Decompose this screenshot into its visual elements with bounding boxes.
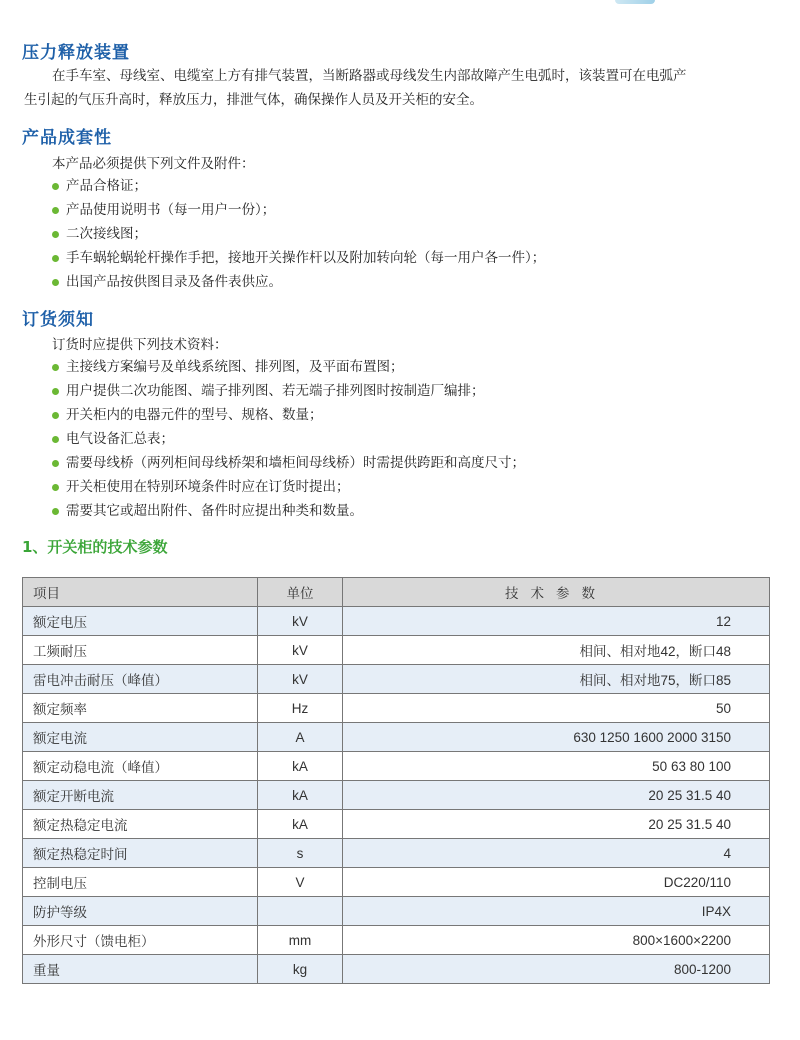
cell-unit: kV: [258, 607, 343, 636]
bullet-dot-icon: [52, 364, 59, 371]
table-row: [23, 868, 770, 897]
bullet-dot-icon: [52, 508, 59, 515]
list-item: 二次接线图；: [52, 222, 545, 246]
cell-item: 重量: [23, 955, 258, 984]
bullet-dot-icon: [52, 436, 59, 443]
table-row: [23, 665, 770, 694]
cell-value: 50 63 80 100: [343, 752, 770, 781]
list-item: 产品合格证；: [52, 174, 545, 198]
table-row: [23, 810, 770, 839]
cell-unit: kV: [258, 665, 343, 694]
table-title: 1、开关柜的技术参数: [22, 538, 168, 556]
cell-item: 控制电压: [23, 868, 258, 897]
cell-item: 额定动稳电流（峰值）: [23, 752, 258, 781]
cell-item: 额定电流: [23, 723, 258, 752]
ordering-intro: 订货时应提供下列技术资料：: [52, 337, 228, 353]
cell-value: 相间、相对地75，断口85: [343, 665, 770, 694]
cell-value: 800-1200: [343, 955, 770, 984]
list-item: 手车蜗轮蜗轮杆操作手把，接地开关操作杆以及附加转向轮（每一用户各一件）；: [52, 246, 545, 270]
bullet-dot-icon: [52, 231, 59, 238]
cell-unit: A: [258, 723, 343, 752]
bullet-dot-icon: [52, 460, 59, 467]
cell-unit: V: [258, 868, 343, 897]
list-item: 出国产品按供图目录及备件表供应。: [52, 270, 545, 294]
cell-item: 额定电压: [23, 607, 258, 636]
cell-value: 50: [343, 694, 770, 723]
section-title-pressure-release: 压力释放装置: [22, 43, 130, 63]
spec-table: [22, 577, 770, 984]
list-item: 产品使用说明书（每一用户一份）；: [52, 198, 545, 222]
cell-value: 4: [343, 839, 770, 868]
table-row: [23, 955, 770, 984]
header-unit: 单位: [258, 578, 343, 607]
table-row: [23, 723, 770, 752]
completeness-intro: 本产品必须提供下列文件及附件：: [52, 156, 255, 172]
table-row: [23, 926, 770, 955]
table-row: [23, 752, 770, 781]
table-row: [23, 607, 770, 636]
cell-unit: s: [258, 839, 343, 868]
cell-unit: kg: [258, 955, 343, 984]
section-title-ordering: 订货须知: [22, 310, 94, 330]
cell-value: 800×1600×2200: [343, 926, 770, 955]
bullet-dot-icon: [52, 183, 59, 190]
cell-unit: kA: [258, 810, 343, 839]
list-item: 需要母线桥（两列柜间母线桥架和墙柜间母线桥）时需提供跨距和高度尺寸；: [52, 451, 525, 475]
list-item: 开关柜内的电器元件的型号、规格、数量；: [52, 403, 525, 427]
bullet-dot-icon: [52, 255, 59, 262]
list-item: 开关柜使用在特别环境条件时应在订货时提出；: [52, 475, 525, 499]
list-item: 需要其它或超出附件、备件时应提出种类和数量。: [52, 499, 525, 523]
list-item: 用户提供二次功能图、端子排列图、若无端子排列图时按制造厂编排；: [52, 379, 525, 403]
bullet-dot-icon: [52, 484, 59, 491]
cell-item: 额定开断电流: [23, 781, 258, 810]
cell-item: 外形尺寸（馈电柜）: [23, 926, 258, 955]
cell-item: 额定热稳定时间: [23, 839, 258, 868]
cell-unit: kV: [258, 636, 343, 665]
bullet-dot-icon: [52, 388, 59, 395]
table-row: [23, 839, 770, 868]
cell-unit: [258, 897, 343, 926]
cell-item: 防护等级: [23, 897, 258, 926]
cell-value: DC220/110: [343, 868, 770, 897]
header-item: 项目: [23, 578, 258, 607]
ordering-list: [52, 355, 525, 523]
cell-value: 20 25 31.5 40: [343, 810, 770, 839]
pressure-release-text-line2: 生引起的气压升高时，释放压力，排泄气体，确保操作人员及开关柜的安全。: [24, 92, 483, 108]
cell-item: 工频耐压: [23, 636, 258, 665]
table-row: [23, 694, 770, 723]
cell-unit: kA: [258, 752, 343, 781]
bullet-dot-icon: [52, 207, 59, 214]
cell-item: 额定热稳定电流: [23, 810, 258, 839]
pressure-release-text-line1: 在手车室、母线室、电缆室上方有排气装置，当断路器或母线发生内部故障产生电弧时，该装置可在电弧产: [52, 68, 687, 84]
table-row: [23, 636, 770, 665]
decorative-corner-mark: [615, 0, 655, 4]
bullet-dot-icon: [52, 279, 59, 286]
list-item: 主接线方案编号及单线系统图、排列图，及平面布置图；: [52, 355, 525, 379]
cell-unit: Hz: [258, 694, 343, 723]
cell-value: 20 25 31.5 40: [343, 781, 770, 810]
cell-item: 额定频率: [23, 694, 258, 723]
cell-item: 雷电冲击耐压（峰值）: [23, 665, 258, 694]
list-item: 电气设备汇总表；: [52, 427, 525, 451]
cell-value: 相间、相对地42，断口48: [343, 636, 770, 665]
completeness-list: [52, 174, 545, 294]
bullet-dot-icon: [52, 412, 59, 419]
cell-value: 12: [343, 607, 770, 636]
cell-unit: kA: [258, 781, 343, 810]
table-row: [23, 897, 770, 926]
table-row: [23, 781, 770, 810]
header-parameter: 技术参数: [343, 578, 770, 607]
section-title-completeness: 产品成套性: [22, 128, 112, 148]
cell-value: IP4X: [343, 897, 770, 926]
cell-value: 630 1250 1600 2000 3150: [343, 723, 770, 752]
table-header-row: [23, 578, 770, 607]
cell-unit: mm: [258, 926, 343, 955]
